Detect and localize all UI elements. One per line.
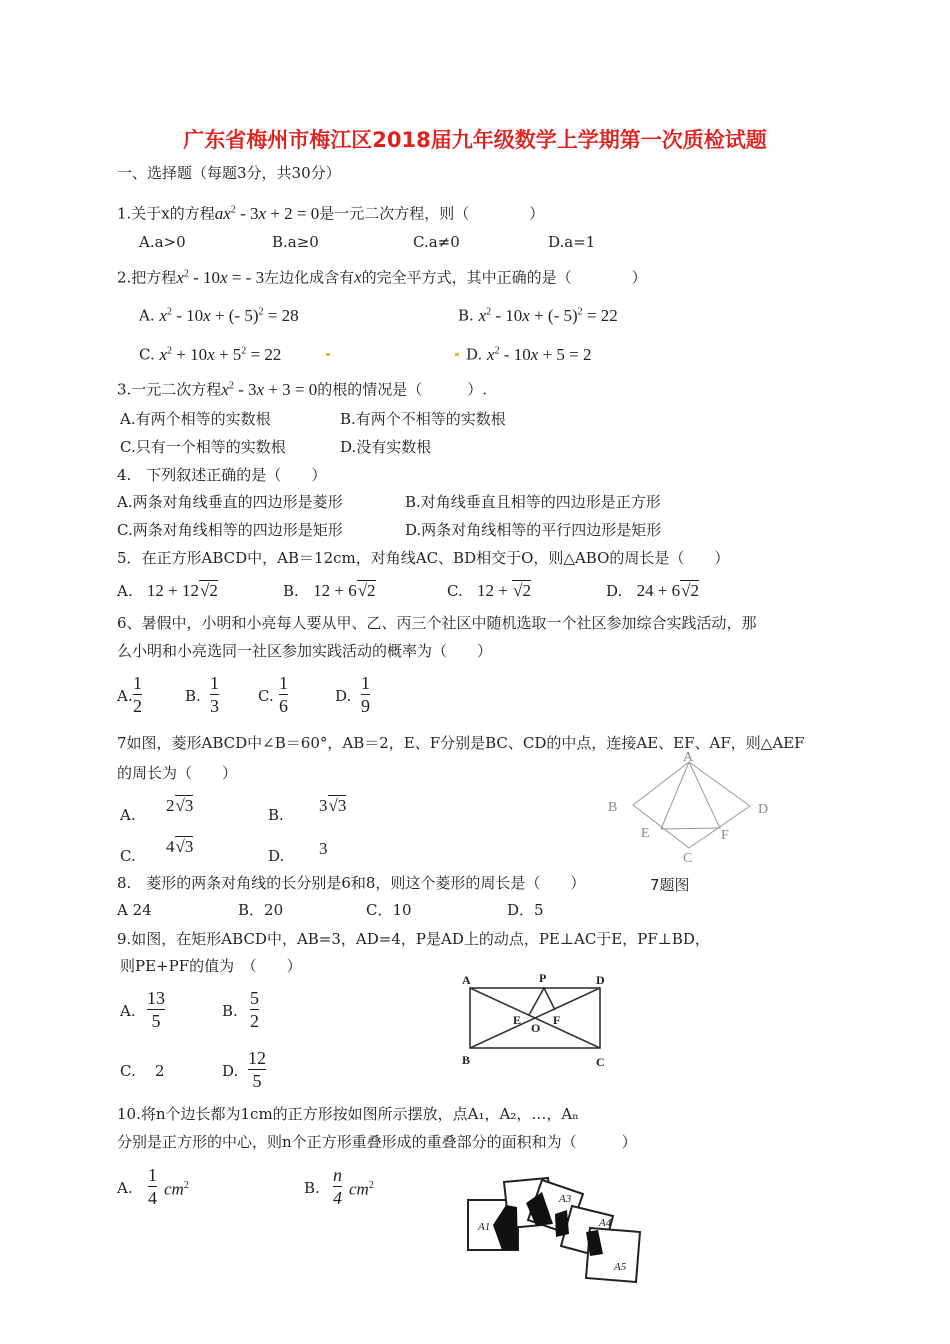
q2-option-c-label: C. xyxy=(139,345,155,364)
fraction-bar xyxy=(248,1069,266,1070)
q9-point-o: O xyxy=(531,1021,541,1035)
q7-figure-caption: 7题图 xyxy=(650,876,690,894)
fraction-bar xyxy=(147,1009,165,1010)
q7-point-a: A xyxy=(683,750,694,765)
q9-option-b-label[interactable]: B. xyxy=(222,1002,238,1020)
q10-point-a1: A1 xyxy=(478,1221,491,1233)
q5-option-a-expr: 12 + 12√2 xyxy=(146,581,218,600)
q3-option-c[interactable]: C.只有一个相等的实数根 xyxy=(120,438,286,456)
q7-option-a-label[interactable]: A. xyxy=(120,806,136,824)
ink-mark xyxy=(326,353,330,356)
q2-option-c[interactable] xyxy=(139,342,281,364)
q7-line1: 7如图，菱形ABCD中∠B＝60°，AB＝2，E、F分别是BC、CD的中点，连接AE、EF、AF，则△AEF xyxy=(117,734,805,752)
q6-option-a-label[interactable]: A. xyxy=(117,687,133,705)
q9-point-d: D xyxy=(596,973,605,987)
q6-option-b-fraction xyxy=(210,673,219,716)
q1-stem xyxy=(117,201,544,223)
q8-option-c[interactable]: C．10 xyxy=(366,901,412,919)
fraction-bar xyxy=(250,1009,259,1010)
q2-option-d[interactable] xyxy=(466,342,592,364)
q1-equation: $ax^2 - 3x + 2 = 0$ xyxy=(214,203,320,223)
q1-pre: 1.关于x的方程 xyxy=(117,204,215,223)
q7-option-a-expr: 2√3 xyxy=(166,796,194,815)
q8-option-b[interactable]: B．20 xyxy=(238,901,284,919)
q2-option-a-expr: $x^2 - 10x$ + (- 5)$^2$ = 28 xyxy=(159,305,299,325)
q1-option-c[interactable]: C.a≠0 xyxy=(413,233,460,251)
q7-option-b-label[interactable]: B. xyxy=(268,806,284,824)
q6-option-a-fraction xyxy=(133,673,142,716)
numerator: 1 xyxy=(279,673,288,693)
page-title: 广东省梅州市梅江区2018届九年级数学上学期第一次质检试题 xyxy=(183,128,767,152)
q8-option-a[interactable]: A 24 xyxy=(117,901,152,919)
q3-option-b[interactable]: B.有两个不相等的实数根 xyxy=(340,410,506,428)
q1-option-b[interactable]: B.a≥0 xyxy=(272,233,319,251)
q10-option-a-label[interactable]: A. xyxy=(117,1179,133,1197)
q2-option-d-label: D. xyxy=(466,345,483,364)
q5-option-d[interactable] xyxy=(606,582,699,600)
q10-point-a2: A2 xyxy=(522,1187,535,1199)
denominator: 3 xyxy=(210,696,219,716)
fraction-bar xyxy=(361,694,370,695)
numerator: 1 xyxy=(210,673,219,693)
fraction-bar xyxy=(279,694,288,695)
q5-option-d-expr: 24 + 6√2 xyxy=(636,581,700,600)
q5-option-c-expr: 12 + √2 xyxy=(477,581,531,600)
q6-line2: 么小明和小亮选同一社区参加实践活动的概率为（ ） xyxy=(117,642,493,660)
rhombus-lines xyxy=(633,762,750,848)
q2-option-a-label: A. xyxy=(139,306,155,325)
q8-stem: 8. 菱形的两条对角线的长分别是6和8，则这个菱形的周长是（ ） xyxy=(117,874,586,892)
q9-option-b-fraction xyxy=(250,988,259,1031)
q1-option-d[interactable]: D.a=1 xyxy=(548,233,596,251)
q2-option-c-expr: $x^2 + 10x + 5^2 = 22$ xyxy=(159,344,282,364)
q10-point-a3: A3 xyxy=(559,1193,572,1205)
q7-line2: 的周长为（ ） xyxy=(117,764,238,782)
q4-option-c[interactable]: C.两条对角线相等的四边形是矩形 xyxy=(117,521,343,539)
q2-option-b[interactable] xyxy=(458,303,618,325)
q7-option-b-expr: 3√3 xyxy=(319,796,347,815)
q5-option-d-label: D. xyxy=(606,582,623,600)
q2-mid: 左边化成含有 xyxy=(264,268,355,287)
q7-option-c-label[interactable]: C. xyxy=(120,847,136,865)
q3-option-a[interactable]: A.有两个相等的实数根 xyxy=(120,410,271,428)
q5-option-b-expr: 12 + 6√2 xyxy=(313,581,376,600)
q1-post: 是一元二次方程，则（ ） xyxy=(319,204,545,223)
denominator: 4 xyxy=(333,1188,342,1208)
q3-stem xyxy=(117,377,487,399)
numerator: 13 xyxy=(147,988,165,1008)
q7-option-d-label[interactable]: D. xyxy=(268,847,285,865)
q7-point-f: F xyxy=(721,828,729,843)
q5-option-a[interactable] xyxy=(117,582,218,600)
q5-option-c[interactable] xyxy=(447,582,531,600)
denominator: 9 xyxy=(361,696,370,716)
q9-option-a-fraction xyxy=(147,988,165,1031)
q3-pre: 3.一元二次方程 xyxy=(117,380,222,399)
q9-option-c-label[interactable]: C. xyxy=(120,1062,136,1080)
ink-mark xyxy=(455,353,459,356)
q9-point-c: C xyxy=(596,1055,605,1069)
q10-option-a-unit: $cm^2$ xyxy=(164,1179,189,1199)
denominator: 5 xyxy=(252,1071,262,1091)
q10-point-a5: A5 xyxy=(614,1261,627,1273)
q7-point-d: D xyxy=(758,802,769,817)
q2-equation: $x^2 - 10x$ = - 3 xyxy=(176,267,265,287)
q10-option-b-unit: $cm^2$ xyxy=(349,1179,374,1199)
q7-point-e: E xyxy=(641,826,650,841)
q2-stem xyxy=(117,265,647,287)
q7-point-c: C xyxy=(683,851,693,866)
denominator: 6 xyxy=(279,696,288,716)
q6-line1: 6、暑假中，小明和小亮每人要从甲、乙、丙三个社区中随机选取一个社区参加综合实践活动，那 xyxy=(117,614,757,632)
q9-option-c-value: 2 xyxy=(155,1062,165,1080)
q7-option-c-expr: 4√3 xyxy=(166,837,194,856)
q10-line2: 分别是正方形的中心，则n个正方形重叠形成的重叠部分的面积和为（ ） xyxy=(117,1133,637,1151)
q9-option-d-label[interactable]: D. xyxy=(222,1062,239,1080)
rectangle-lines xyxy=(470,988,600,1048)
denominator: 4 xyxy=(148,1188,157,1208)
q3-equation: $x^2 - 3x + 3 = 0$ xyxy=(221,379,318,399)
numerator: 1 xyxy=(148,1165,157,1185)
q6-option-c-fraction xyxy=(279,673,288,716)
q10-option-b-fraction xyxy=(333,1165,342,1208)
q6-option-d-fraction xyxy=(361,673,370,716)
q7-option-d-value: 3 xyxy=(319,839,328,858)
q6-option-b-label[interactable]: B. xyxy=(185,687,201,705)
q9-point-f: F xyxy=(553,1013,561,1027)
fraction-bar xyxy=(133,694,142,695)
q3-option-d[interactable]: D.没有实数根 xyxy=(340,438,432,456)
q10-line1: 10.将n个边长都为1cm的正方形按如图所示摆放，点A₁，A₂，…，Aₙ xyxy=(117,1105,579,1123)
q7-point-b: B xyxy=(608,800,618,815)
unit-text: cm xyxy=(164,1179,184,1199)
q2-option-d-expr: $x^2 - 10x + 5 = 2$ xyxy=(487,344,592,364)
denominator: 2 xyxy=(133,696,142,716)
denominator: 5 xyxy=(151,1011,161,1031)
q2-variable: x xyxy=(354,267,362,287)
fraction-bar xyxy=(333,1186,342,1187)
q6-option-d-label[interactable]: D. xyxy=(335,687,352,705)
q5-option-b[interactable] xyxy=(283,582,376,600)
q2-post: 的完全平方式，其中正确的是（ ） xyxy=(361,268,647,287)
q10-option-a-fraction xyxy=(148,1165,157,1208)
q9-line2: 则PE+PF的值为 （ ） xyxy=(120,957,302,975)
denominator: 2 xyxy=(250,1011,259,1031)
q2-option-a[interactable] xyxy=(139,303,299,325)
q5-stem: 5．在正方形ABCD中，AB＝12cm，对角线AC、BD相交于O，则△ABO的周长是（ ） xyxy=(117,549,730,567)
unit-text: cm xyxy=(349,1179,369,1199)
q3-post: 的根的情况是（ ）. xyxy=(317,380,488,399)
q5-option-c-label: C. xyxy=(447,582,463,600)
q9-point-a: A xyxy=(462,973,471,987)
q9-line1: 9.如图，在矩形ABCD中，AB=3，AD=4，P是AD上的动点，PE⊥AC于E，PF⊥BD， xyxy=(117,930,710,948)
q9-point-e: E xyxy=(513,1013,522,1027)
q4-option-b[interactable]: B.对角线垂直且相等的四边形是正方形 xyxy=(405,493,661,511)
q2-option-b-expr: $x^2 - 10x$ + (- 5)$^2$ = 22 xyxy=(478,305,618,325)
numerator: 1 xyxy=(361,673,370,693)
q10-squares-figure xyxy=(462,1172,652,1297)
q1-option-a[interactable]: A.a>0 xyxy=(139,233,186,251)
q9-point-b: B xyxy=(462,1053,471,1067)
q9-rectangle-figure xyxy=(458,970,618,1070)
q6-option-c-label[interactable]: C. xyxy=(258,687,274,705)
q9-option-d-fraction xyxy=(248,1048,266,1091)
q2-option-b-label: B. xyxy=(458,306,474,325)
numerator: 1 xyxy=(133,673,142,693)
section-heading: 一、选择题（每题3分，共30分） xyxy=(117,164,341,182)
q4-option-a[interactable]: A.两条对角线垂直的四边形是菱形 xyxy=(117,493,343,511)
fraction-bar xyxy=(148,1186,157,1187)
q9-point-p: P xyxy=(539,971,547,985)
q8-option-d[interactable]: D．5 xyxy=(507,901,544,919)
q9-option-a-label[interactable]: A. xyxy=(120,1002,136,1020)
q4-option-d[interactable]: D.两条对角线相等的平行四边形是矩形 xyxy=(405,521,662,539)
q10-option-b-label[interactable]: B. xyxy=(304,1179,320,1197)
q2-pre: 2.把方程 xyxy=(117,268,177,287)
q10-point-a4: A4 xyxy=(599,1217,612,1229)
numerator: 12 xyxy=(248,1048,266,1068)
numerator: n xyxy=(333,1165,342,1185)
q5-option-a-label: A. xyxy=(117,582,133,600)
q5-option-b-label: B. xyxy=(283,582,299,600)
q7-rhombus-figure xyxy=(600,748,780,868)
q4-stem: 4. 下列叙述正确的是（ ） xyxy=(117,466,327,484)
numerator: 5 xyxy=(250,988,259,1008)
fraction-bar xyxy=(210,694,219,695)
